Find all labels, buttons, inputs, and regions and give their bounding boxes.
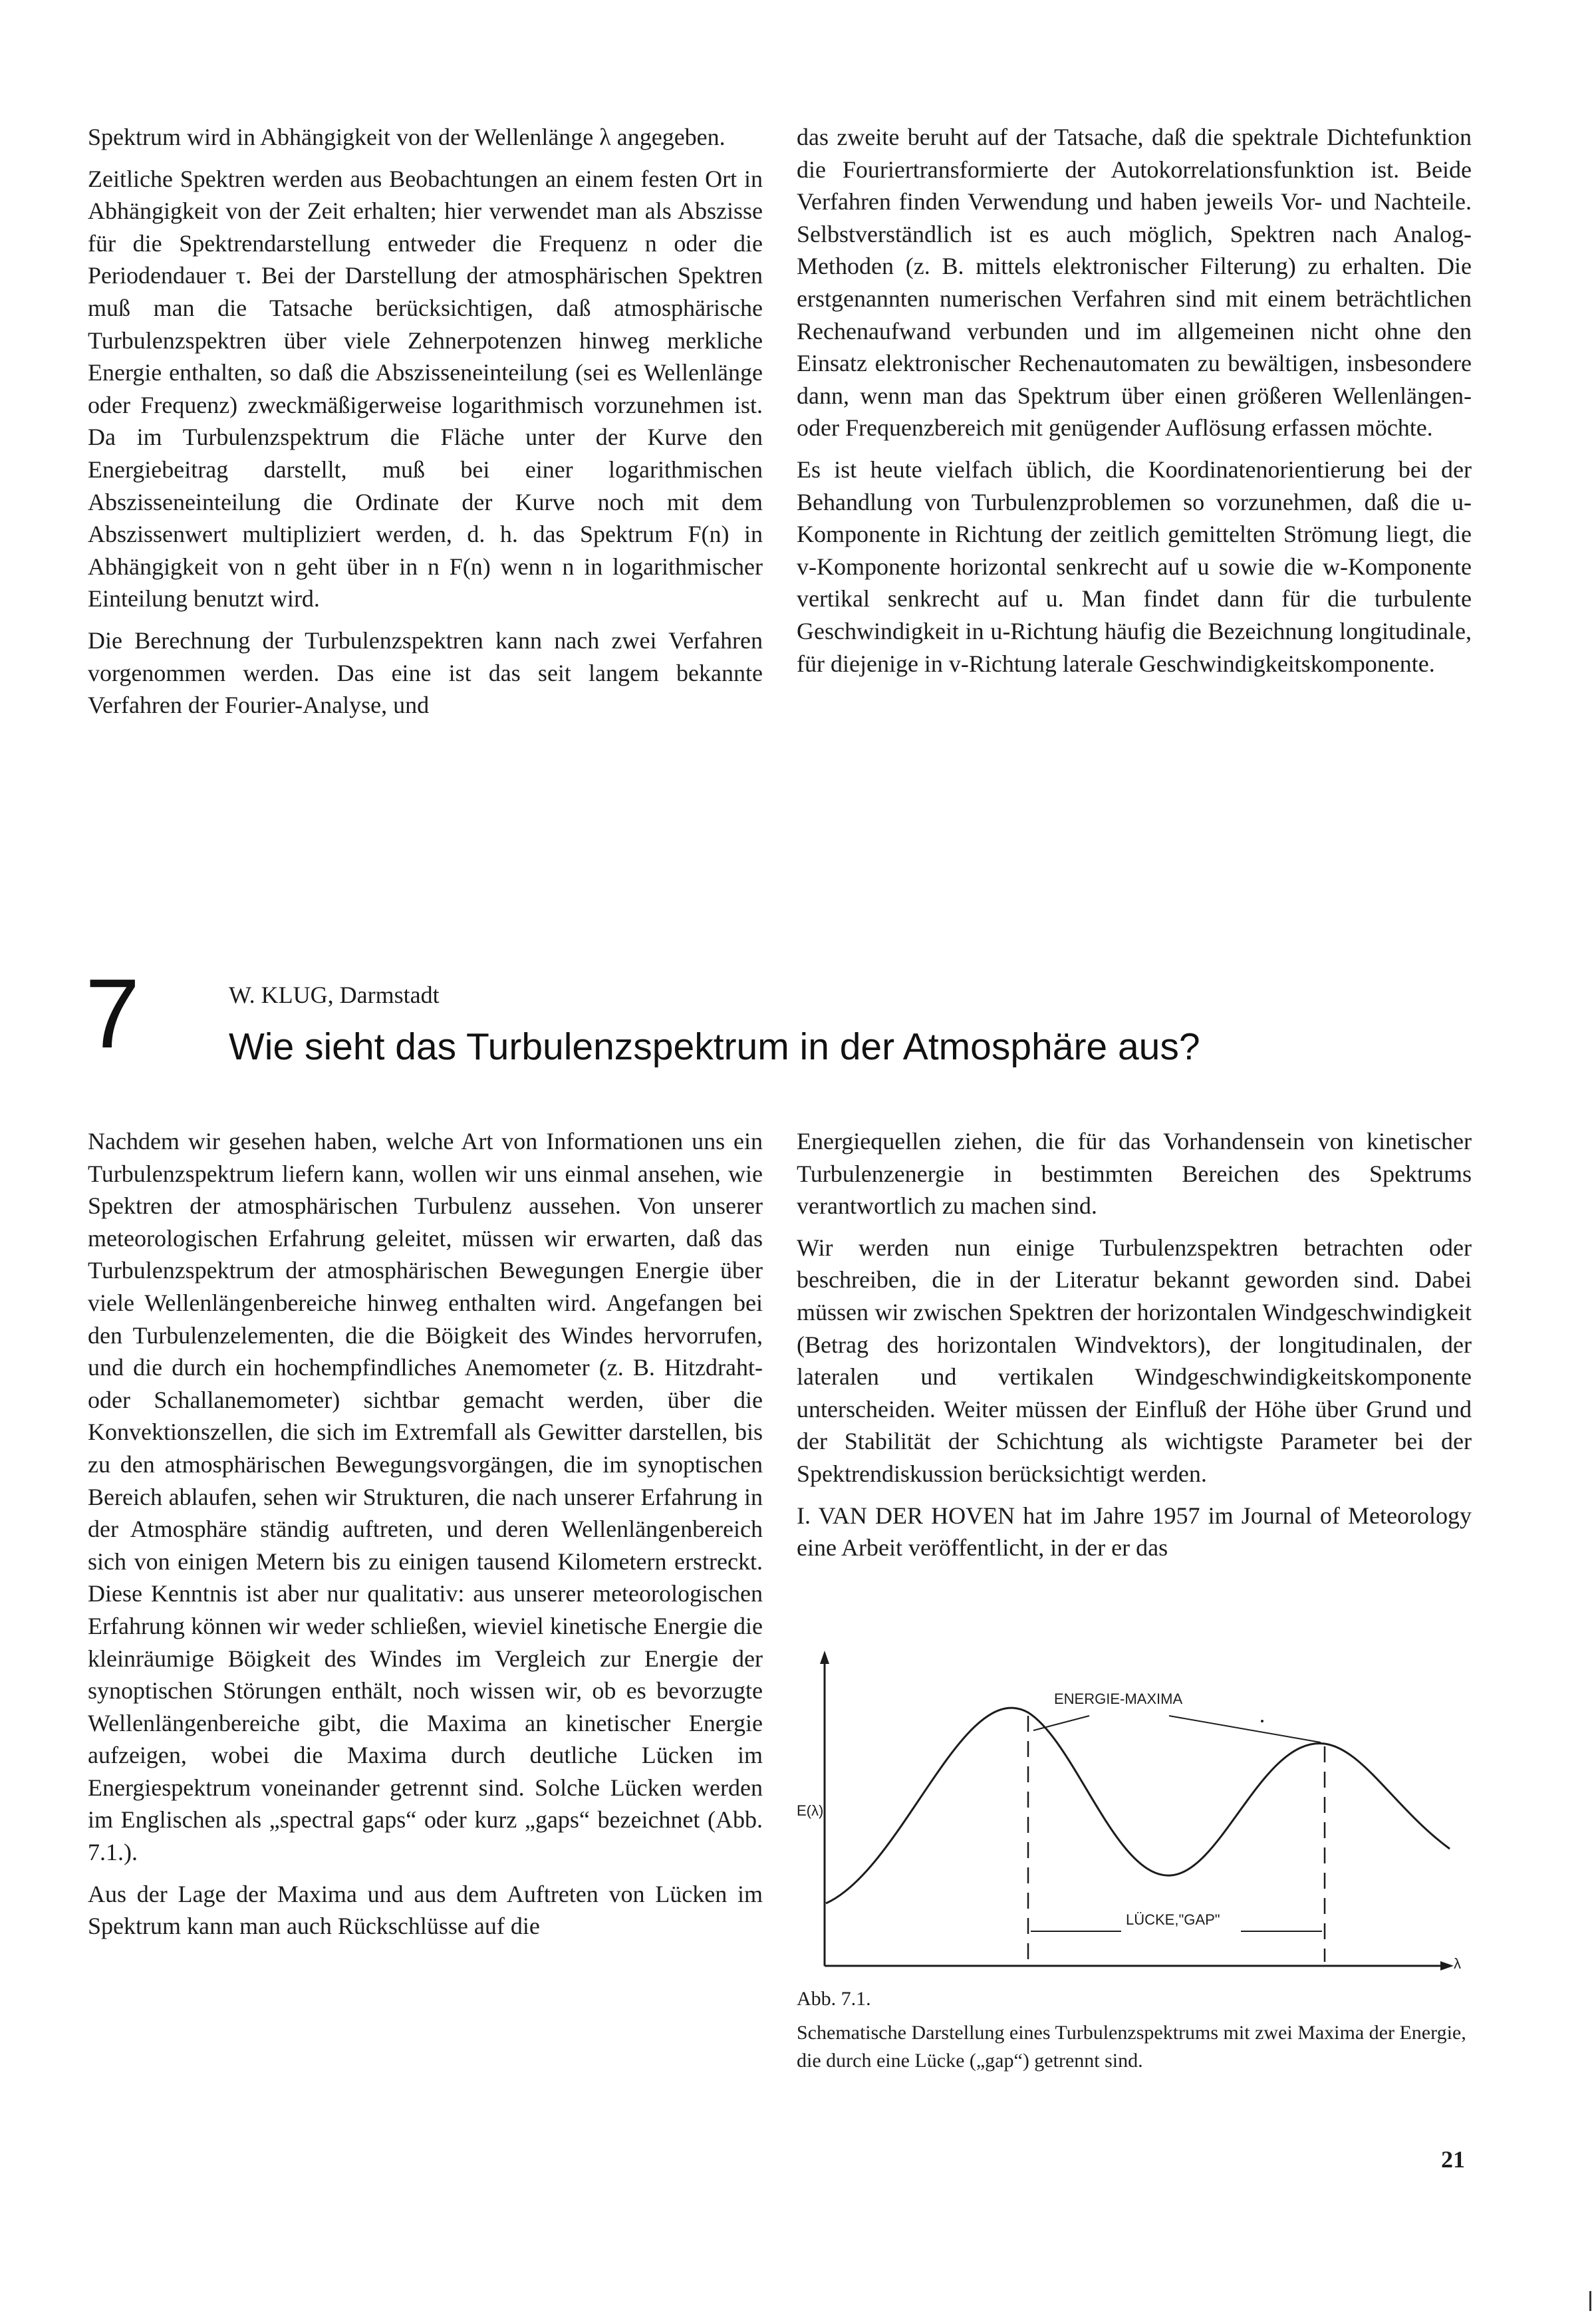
chapter-title: Wie sieht das Turbulenzspektrum in der Atmosphäre aus?: [229, 1025, 1200, 1068]
paragraph: Es ist heute vielfach üblich, die Koordinatenorientierung bei der Behandlung von Turbulenzproblemen so vorzunehmen, daß die u-Komponente in Richtung der zeitlich gemittelten Strömung liegt, die v-Komponente horizontal senkrecht auf u sowie die w-Komponente vertikal senkrecht auf u. Man findet dann für die turbulente Geschwindigkeit in u-Richtung häufig die Bezeichnung longitudinale, für diejenige in v-Richtung laterale Geschwindigkeitskomponente.: [797, 456, 1472, 677]
paragraph: I. VAN DER HOVEN hat im Jahre 1957 im Journal of Meteorology eine Arbeit veröffentlicht, in der er das: [797, 1502, 1472, 1562]
x-axis-arrow-icon: [1440, 1961, 1454, 1971]
maxima-pointer-right: [1169, 1716, 1321, 1742]
page-number: 21: [1441, 2146, 1465, 2173]
text-column-top-right: [797, 121, 1472, 689]
paragraph: Wir werden nun einige Turbulenzspektren betrachten oder beschreiben, die in der Literatur bekannt geworden sind. Dabei müssen wir zwischen Spektren der horizontalen Windgeschwindigkeit (Betrag des horizontalen Windvektors), der longitudinalen, der lateralen und vertikalen Windgeschwindigkeitskomponente unterscheiden. Weiter müssen der Einfluß der Höhe über Grund und der Stabilität der Schichtung als wichtigste Parameter bei der Spektrendiskussion berücksichtigt werden.: [797, 1234, 1472, 1487]
paragraph: Spektrum wird in Abhängigkeit von der Wellenlänge λ angegeben.: [88, 124, 726, 150]
y-axis-arrow-icon: [820, 1651, 829, 1664]
edge-mark: [1589, 2291, 1591, 2311]
text-column-top-left: [88, 121, 763, 731]
y-axis-label: E(λ): [797, 1802, 824, 1819]
text-column-bottom-right: [797, 1125, 1472, 1573]
figure-caption-label: Abb. 7.1.: [797, 1988, 871, 2010]
figure-spectrum: [797, 1649, 1472, 1995]
paragraph: Zeitliche Spektren werden aus Beobachtungen an einem festen Ort in Abhängigkeit von der Zeit erhalten; hier verwendet man als Abszisse für die Spektrendarstellung entweder die Frequenz n oder die Periodendauer τ. Bei der Darstellung der atmosphärischen Spektren muß man die Tatsache berücksichtigen, daß atmosphärische Turbulenzspektren über viele Zehnerpotenzen hinweg merkliche Energie enthalten, so daß die Abszisseneinteilung (sei es Wellenlänge oder Frequenz) zweckmäßigerweise logarithmisch vorzunehmen ist. Da im Turbulenzspektrum die Fläche unter der Kurve den Energiebeitrag darstellt, muß bei einer logarithmischen Abszisseneinteilung die Ordinate der Kurve noch mit dem Abszissenwert multipliziert werden, d. h. das Spektrum F(n) in Abhängigkeit von n geht über in n F(n) wenn n in logarithmischer Einteilung benutzt wird.: [88, 165, 763, 612]
figure-caption-text: Schematische Darstellung eines Turbulenzspektrums mit zwei Maxima der Energie, die durch eine Lücke („gap“) getrennt sind.: [797, 2022, 1466, 2072]
paragraph: Die Berechnung der Turbulenzspektren kann nach zwei Verfahren vorgenommen werden. Das eine ist das seit langem bekannte Verfahren der Fourier-Analyse, und: [88, 626, 763, 719]
paragraph: Aus der Lage der Maxima und aus dem Auftreten von Lücken im Spektrum kann man auch Rückschlüsse auf die: [88, 1880, 763, 1940]
speck: [1261, 1720, 1264, 1722]
chapter-number: 7: [85, 959, 140, 1069]
gap-label: LÜCKE,"GAP": [1126, 1911, 1220, 1928]
paragraph: Nachdem wir gesehen haben, welche Art von Informationen uns ein Turbulenzspektrum liefern kann, wollen wir uns einmal ansehen, wie Spektren der atmosphärischen Turbulenz aussehen. Von unserer meteorologischen Erfahrung geleitet, müssen wir erwarten, daß das Turbulenzspektrum der atmosphärischen Bewegungen Energie über viele Wellenlängenbereiche hinweg enthalten wird. Angefangen bei den Turbulenzelementen, die die Böigkeit des Windes hervorrufen, und die durch ein hochempfindliches Anemometer (z. B. Hitzdraht- oder Schallanemometer) sichtbar gemacht werden, über die Konvektionszellen, die sich im Extremfall als Gewitter darstellen, bis zu den atmosphärischen Bewegungsvorgängen, die im synoptischen Bereich ablaufen, sehen wir Strukturen, die nach unserer Erfahrung in der Atmosphäre ständig auftreten, und deren Wellenlängenbereich sich von einigen Metern bis zu einigen tausend Kilometern erstreckt. Diese Kenntnis ist aber nur qualitativ: aus unserer meteorologischen Erfahrung können wir weder schließen, wieviel kinetische Energie die kleinräumige Böigkeit des Windes im Vergleich zur Energie der synoptischen Störungen enthält, noch wissen wir, ob es bevorzugte Wellenlängenbereiche gibt, die Maxima an kinetischer Energie aufzeigen, wobei die Maxima durch deutliche Lücken im Energiespektrum voneinander getrennt sind. Solche Lücken werden im Englischen als „spectral gaps“ oder kurz „gaps“ bezeichnet (Abb. 7.1.).: [88, 1128, 763, 1866]
chapter-author: W. KLUG, Darmstadt: [229, 982, 440, 1008]
x-axis-label: λ: [1454, 1955, 1461, 1972]
paragraph: das zweite beruht auf der Tatsache, daß die spektrale Dichtefunktion die Fouriertransformierte der Autokorrelationsfunktion ist. Beide Verfahren finden Verwendung und haben jeweils Vor- und Nachteile. Selbstverständlich ist es auch möglich, Spektren nach Analog-Methoden (z. B. mittels elektronischer Filterung) zu erhalten. Die erstgenannten numerischen Verfahren sind mit einem beträchtlichen Rechenaufwand verbunden und im allgemeinen nicht ohne den Einsatz elektronischer Rechenautomaten zu bewältigen, insbesondere dann, wenn man das Spektrum über einen größeren Wellenlängen- oder Frequenzbereich mit genügender Auflösung erfassen möchte.: [797, 124, 1472, 442]
energy-maxima-label: ENERGIE-MAXIMA: [1054, 1691, 1183, 1707]
spectrum-curve: [826, 1708, 1450, 1903]
text-column-bottom-left: [88, 1125, 763, 1952]
paragraph: Energiequellen ziehen, die für das Vorhandensein von kinetischer Turbulenzenergie in bestimmten Bereichen des Spektrums verantwortlich zu machen sind.: [797, 1128, 1472, 1220]
